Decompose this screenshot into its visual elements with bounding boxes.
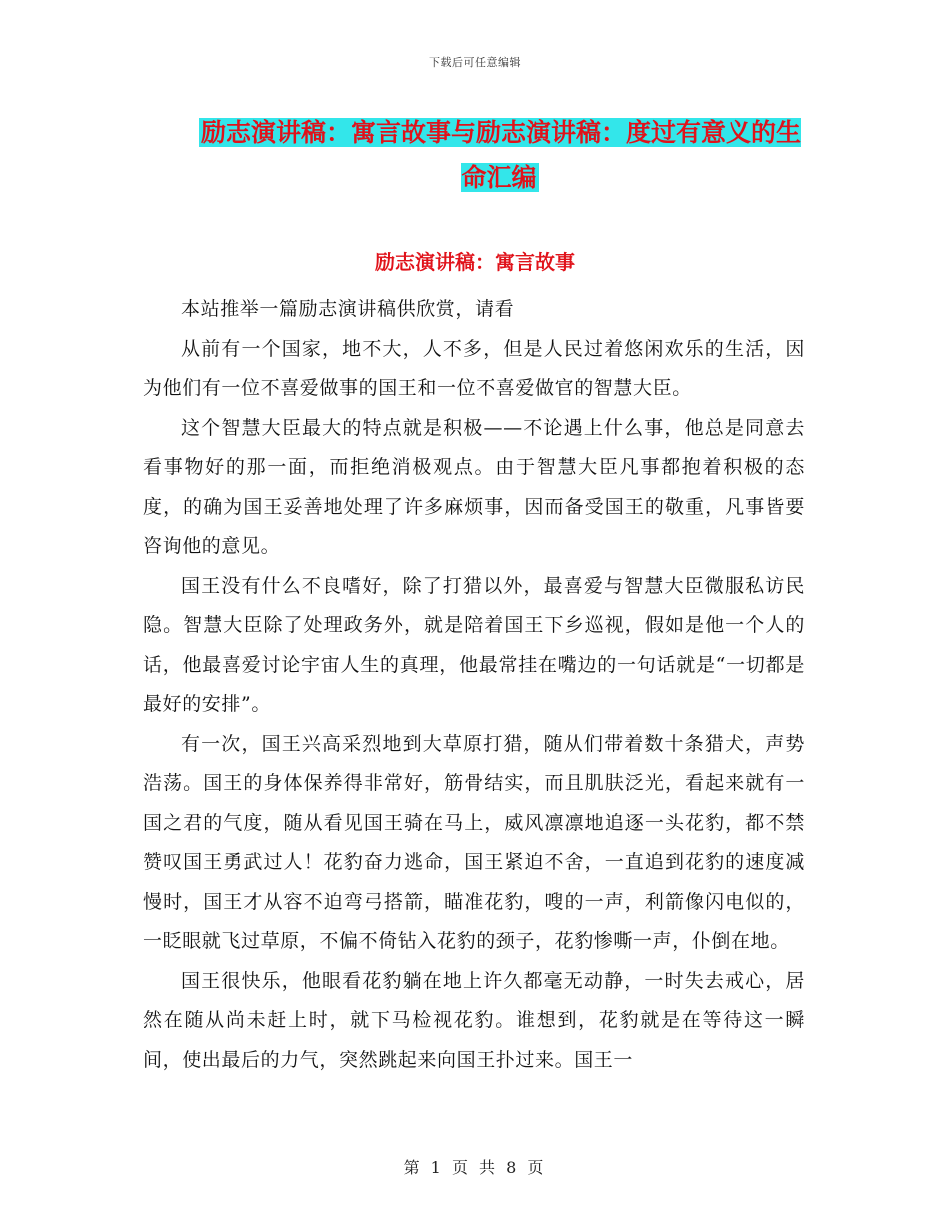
header-note: 下载后可任意编辑 bbox=[429, 56, 521, 69]
document-title-text: 励志演讲稿：寓言故事与励志演讲稿：度过有意义的生命汇编 bbox=[200, 118, 801, 192]
section-title: 励志演讲稿：寓言故事 bbox=[375, 250, 575, 274]
paragraph: 从前有一个国家，地不大，人不多，但是人民过着悠闲欢乐的生活，因为他们有一位不喜爱做事的国王和一位不喜爱做官的智慧大臣。 bbox=[143, 337, 805, 399]
paragraph: 有一次，国王兴高采烈地到大草原打猎，随从们带着数十条猎犬，声势浩荡。国王的身体保养得非常好，筋骨结实，而且肌肤泛光，看起来就有一国之君的气度，随从看见国王骑在马上，威风凛凛地追逐一头花豹，都不禁赞叹国王勇武过人！花豹奋力逃命，国王紧迫不舍，一直追到花豹的速度减慢时，国王才从容不迫弯弓搭箭，瞄准花豹，嗖的一声，利箭像闪电似的，一眨眼就飞过草原，不偏不倚钻入花豹的颈子，花豹惨嘶一声，仆倒在地。 bbox=[143, 732, 805, 952]
document-title bbox=[190, 110, 810, 200]
paragraph: 本站推举一篇励志演讲稿供欣赏，请看 bbox=[181, 298, 515, 320]
body-text bbox=[143, 290, 805, 1080]
paragraph: 国王没有什么不良嗜好，除了打猎以外，最喜爱与智慧大臣微服私访民隐。智慧大臣除了处理政务外，就是陪着国王下乡巡视，假如是他一个人的话，他最喜爱讨论宇宙人生的真理，他最常挂在嘴边的一句话就是“一切都是最好的安排”。 bbox=[143, 574, 805, 715]
paragraph: 这个智慧大臣最大的特点就是积极——不论遇上什么事，他总是同意去看事物好的那一面，而拒绝消极观点。由于智慧大臣凡事都抱着积极的态度，的确为国王妥善地处理了许多麻烦事，因而备受国王的敬重，凡事皆要咨询他的意见。 bbox=[143, 416, 805, 557]
paragraph: 国王很快乐，他眼看花豹躺在地上许久都毫无动静，一时失去戒心，居然在随从尚未赶上时，就下马检视花豹。谁想到，花豹就是在等待这一瞬间，使出最后的力气，突然跳起来向国王扑过来。国王一 bbox=[143, 969, 805, 1071]
page-footer: 第 1 页 共 8 页 bbox=[403, 1158, 547, 1177]
